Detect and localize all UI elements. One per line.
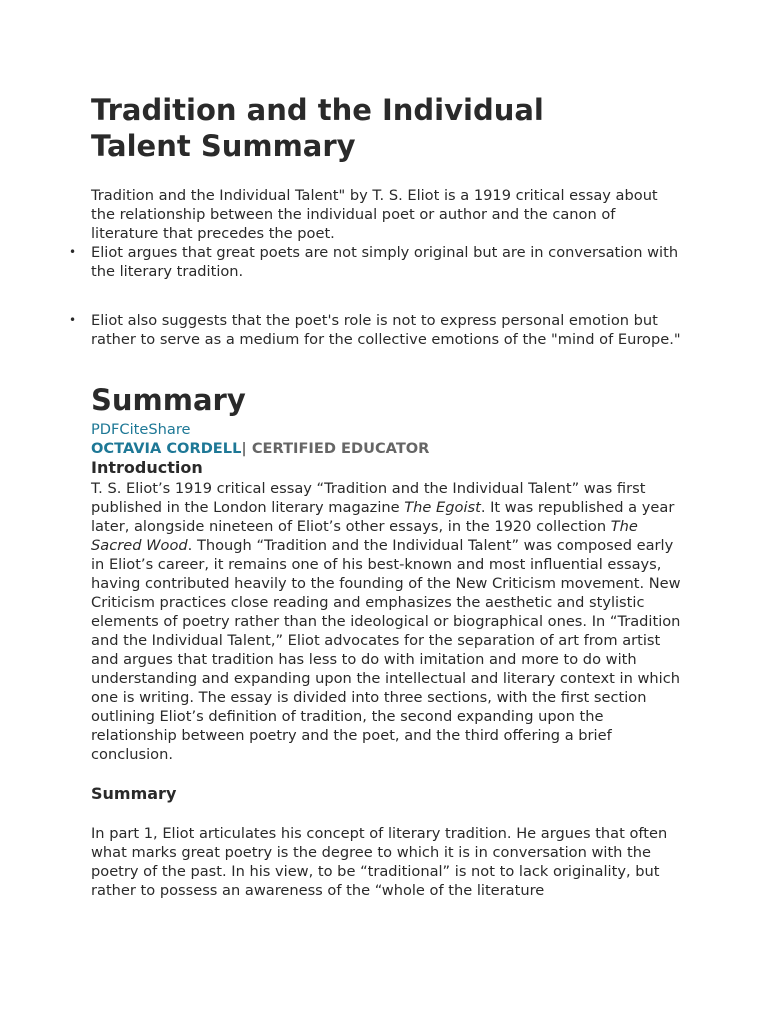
introduction-paragraph xyxy=(91,479,686,764)
article xyxy=(69,92,686,900)
collection-title: The Sacred Wood xyxy=(91,518,638,554)
part1-paragraph: In part 1, Eliot articulates his concept of literary tradition. He argues that often what marks great poetry is the degree to which it is in conversation with the poetry of the past. In his view, to be “traditional” is not to lack originality, but rather to possess an awareness of the “whole of the literature xyxy=(91,825,668,899)
summary-subheading: Summary xyxy=(91,784,177,803)
author-separator: | xyxy=(241,440,252,457)
list-item xyxy=(69,311,686,349)
author-byline xyxy=(91,439,686,458)
summary-heading: Summary xyxy=(91,383,246,417)
page-title xyxy=(91,92,686,164)
intro-text-1: T. S. Eliot’s 1919 critical essay “Tradition and the Individual Talent” was first published in the London literary magazine xyxy=(91,480,646,516)
list-item-text: Eliot also suggests that the poet's role is not to express personal emotion but rather to serve as a medium for the collective emotions of the "mind of Europe." xyxy=(91,312,681,348)
intro-text-3: . Though “Tradition and the Individual Talent” was composed early in Eliot’s career, it remains one of his best-known and most influential essays, having contributed heavily to the founding of the New Criticism movement. New Criticism practices close reading and emphasizes the aesthetic and stylistic elements of poetry rather than the ideological or biographical ones. In “Tradition and the Individual Talent,” Eliot advocates for the separation of art from artist and argues that tradition has less to do with imitation and more to do with understanding and expanding upon the intellectual and literary context in which one is writing. The essay is divided into three sections, with the first section outlining Eliot’s definition of tradition, the second expanding upon the relationship between poetry and the poet, and the third offering a brief conclusion. xyxy=(91,537,681,763)
author-role: CERTIFIED EDUCATOR xyxy=(251,440,430,457)
magazine-title: The Egoist xyxy=(404,499,481,516)
pdf-cite-share-link[interactable]: PDFCiteShare xyxy=(91,421,191,438)
author-link[interactable]: OCTAVIA CORDELL xyxy=(91,440,242,457)
key-points-list xyxy=(69,243,686,349)
list-item xyxy=(69,243,686,281)
introduction-heading: Introduction xyxy=(91,458,203,477)
bullet-icon: • xyxy=(69,313,77,327)
page-title-line-2: Talent Summary xyxy=(91,129,356,163)
bullet-icon: • xyxy=(69,245,77,259)
intro-text-2: . It was republished a year later, alongside nineteen of Eliot’s other essays, in the 1920 collection xyxy=(91,499,675,535)
list-item-text: Eliot argues that great poets are not simply original but are in conversation with the literary tradition. xyxy=(91,244,679,280)
page-title-line-1: Tradition and the Individual xyxy=(91,93,544,127)
lead-paragraph: Tradition and the Individual Talent" by T. S. Eliot is a 1919 critical essay about the relationship between the individual poet or author and the canon of literature that precedes the poet. xyxy=(91,187,658,242)
